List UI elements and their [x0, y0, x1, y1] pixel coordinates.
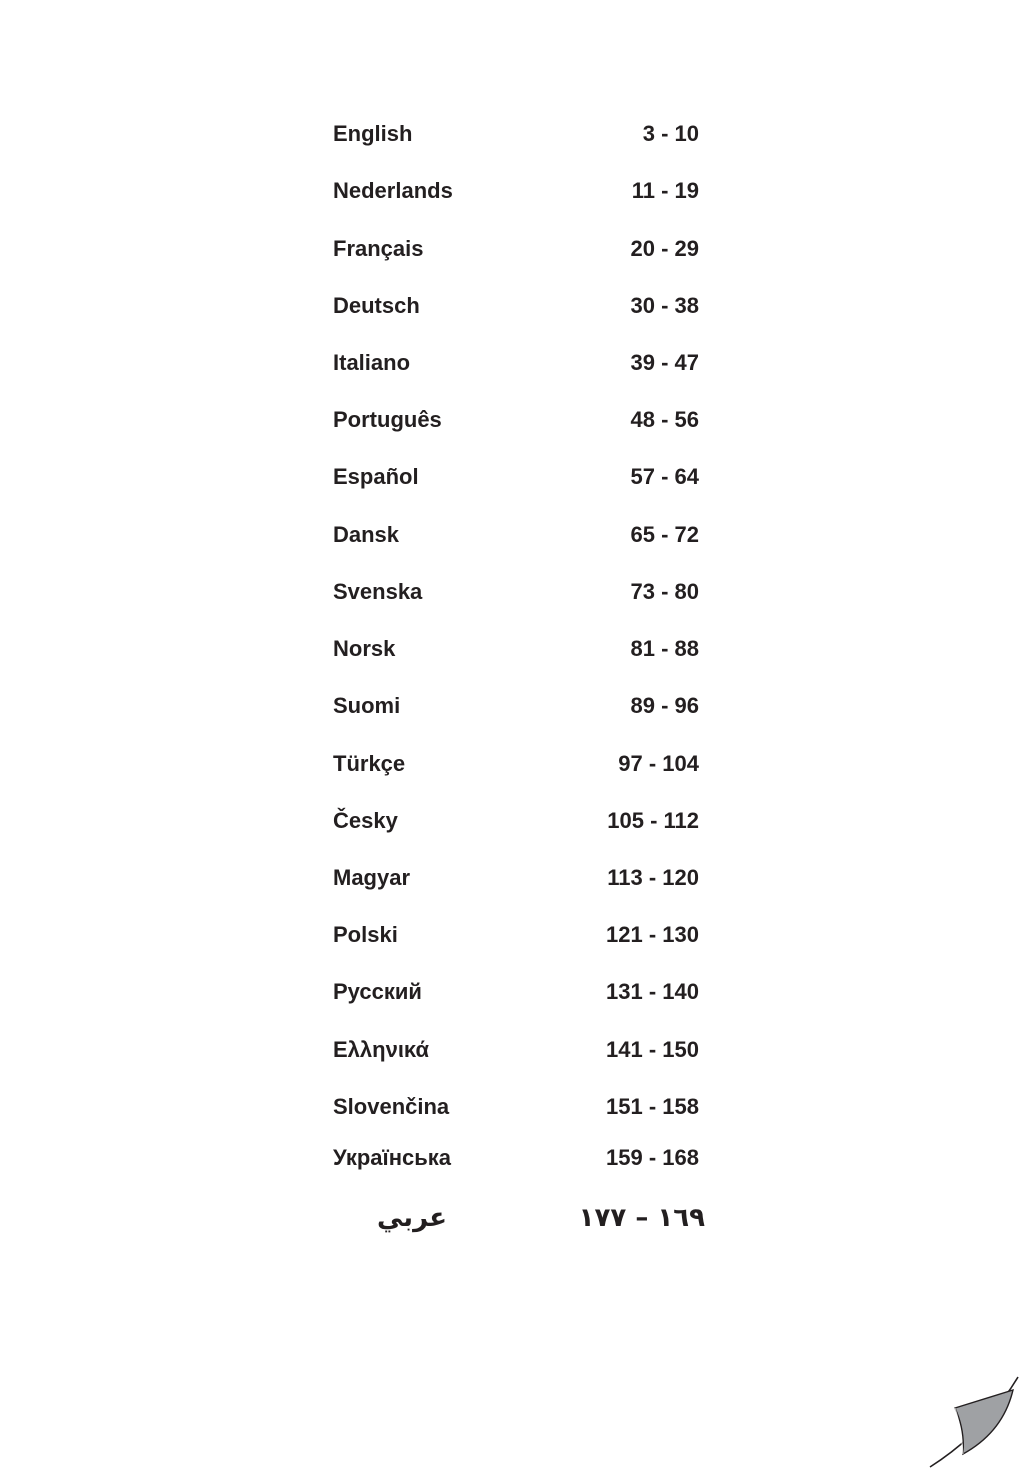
toc-language: Polski [333, 922, 398, 947]
page-curl-icon [925, 1372, 1025, 1472]
toc-language: Suomi [333, 693, 401, 718]
toc-language: Español [333, 464, 419, 489]
toc-entry-dansk[interactable] [333, 520, 699, 550]
toc-page-range: 3 - 10 [642, 121, 699, 146]
toc-language: Ελληνικά [333, 1037, 429, 1062]
toc-entry-cesky[interactable] [333, 806, 699, 836]
toc-page-range: 159 - 168 [606, 1145, 699, 1170]
toc-entry-turkce[interactable] [333, 749, 699, 779]
toc-page-range: 39 - 47 [630, 350, 699, 375]
toc-entry-ukrainska[interactable] [333, 1143, 699, 1173]
toc-page-range: 105 - 112 [607, 808, 699, 833]
toc-page-range: ١٦٩ – ١٧٧ [578, 1203, 705, 1233]
toc-language: Dansk [333, 522, 400, 547]
toc-entry-english[interactable] [333, 119, 699, 149]
toc-entry-magyar[interactable] [333, 863, 699, 893]
toc-entry-portugues[interactable] [333, 405, 699, 435]
toc-entry-svenska[interactable] [333, 577, 699, 607]
toc-page-range: 81 - 88 [630, 636, 699, 661]
toc-page-range: 20 - 29 [630, 236, 699, 261]
toc-language: Português [333, 407, 442, 432]
toc-page-range: 151 - 158 [606, 1094, 699, 1119]
toc-language: Česky [333, 808, 398, 833]
toc-page-range: 57 - 64 [630, 464, 699, 489]
toc-page-range: 73 - 80 [630, 579, 699, 604]
toc-language: Svenska [333, 579, 423, 604]
toc-page-range: 121 - 130 [606, 922, 699, 947]
toc-entry-arabic[interactable] [333, 1198, 705, 1238]
toc-entry-ellinika[interactable] [333, 1035, 699, 1065]
toc-page-range: 131 - 140 [606, 979, 699, 1004]
toc-page-range: 11 - 19 [631, 178, 699, 203]
page-curl-flap [955, 1390, 1013, 1454]
toc-language: English [333, 121, 413, 146]
toc-language: Slovenčina [333, 1094, 450, 1119]
toc-entry-nederlands[interactable] [333, 176, 699, 206]
toc-entry-russkiy[interactable] [333, 977, 699, 1007]
toc-page-range: 65 - 72 [630, 522, 699, 547]
toc-entry-francais[interactable] [333, 234, 699, 264]
toc-entry-polski[interactable] [333, 920, 699, 950]
toc-language: Русский [333, 979, 422, 1004]
toc-page-range: 89 - 96 [630, 693, 699, 718]
toc-language: Norsk [333, 636, 396, 661]
toc-language: Nederlands [333, 178, 453, 203]
toc-language: Magyar [333, 865, 411, 890]
toc-entry-deutsch[interactable] [333, 291, 699, 321]
toc-language: عربي [377, 1203, 448, 1233]
toc-language: Türkçe [333, 751, 406, 776]
toc-page-range: 141 - 150 [606, 1037, 699, 1062]
toc-language: Français [333, 236, 424, 261]
toc-language: Українська [333, 1145, 452, 1170]
toc-page-range: 97 - 104 [618, 751, 699, 776]
toc-page-range: 48 - 56 [630, 407, 699, 432]
toc-entry-suomi[interactable] [333, 691, 699, 721]
toc-entry-espanol[interactable] [333, 462, 699, 492]
toc-entry-norsk[interactable] [333, 634, 699, 664]
toc-page-range: 30 - 38 [630, 293, 699, 318]
toc-entry-italiano[interactable] [333, 348, 699, 378]
toc-entry-slovencina[interactable] [333, 1092, 699, 1122]
toc-page-range: 113 - 120 [607, 865, 699, 890]
toc-language: Deutsch [333, 293, 420, 318]
toc-language: Italiano [333, 350, 411, 375]
